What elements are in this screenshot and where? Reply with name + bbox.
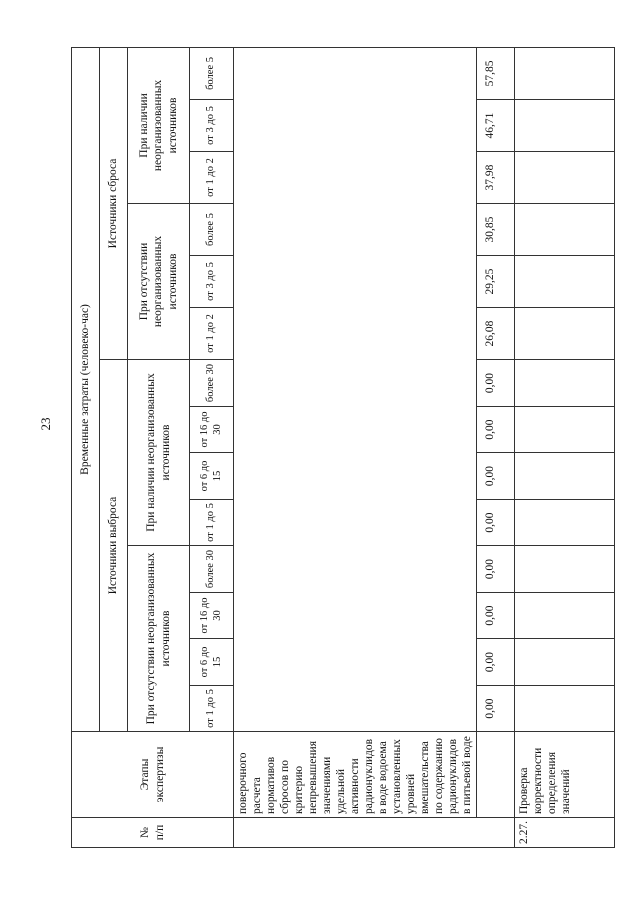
header-emission-absent: При отсутствии неорганизованных источников <box>128 546 190 732</box>
range-header: от 1 до 5 <box>190 686 234 732</box>
header-time-costs: Временные затраты (человеко-час) <box>72 47 100 731</box>
header-discharge-present: При наличии неорганизованных источников <box>128 47 190 203</box>
range-header: от 6 до 15 <box>190 639 234 686</box>
value-cell: 26,08 <box>477 308 515 360</box>
value-cell <box>515 639 615 686</box>
value-cell <box>515 256 615 308</box>
row-stage: Проверка корректности определения значений <box>515 732 615 818</box>
range-header: от 6 до 15 <box>190 453 234 500</box>
value-cell <box>515 546 615 593</box>
row-stage-cont <box>477 732 515 818</box>
range-header: более 30 <box>190 546 234 593</box>
value-cell: 29,25 <box>477 256 515 308</box>
value-cell: 0,00 <box>477 360 515 407</box>
range-header: от 3 до 5 <box>190 100 234 152</box>
table-row <box>515 47 615 847</box>
empty-cell <box>234 47 477 731</box>
header-emission-sources: Источники выброса <box>100 360 128 732</box>
range-header: от 1 до 2 <box>190 152 234 204</box>
range-header: от 16 до 30 <box>190 593 234 639</box>
header-emission-present: При наличии неорганизованных источников <box>128 360 190 546</box>
header-stages: Этапы экспертизы <box>72 732 234 818</box>
range-header: более 5 <box>190 204 234 256</box>
value-cell: 37,98 <box>477 152 515 204</box>
rotated-table-container <box>71 48 573 848</box>
value-cell <box>515 100 615 152</box>
range-header: более 30 <box>190 360 234 407</box>
value-cell: 0,00 <box>477 500 515 546</box>
value-cell <box>515 407 615 453</box>
value-cell: 0,00 <box>477 593 515 639</box>
value-cell: 0,00 <box>477 546 515 593</box>
value-cell: 0,00 <box>477 407 515 453</box>
value-cell <box>515 308 615 360</box>
table-row <box>234 47 477 847</box>
value-cell <box>515 360 615 407</box>
row-num: 2.27. <box>515 818 615 848</box>
header-discharge-absent: При отсутствии неорганизованных источников <box>128 204 190 360</box>
value-cell <box>515 500 615 546</box>
header-num: № п/п <box>72 818 234 848</box>
range-header: от 3 до 5 <box>190 256 234 308</box>
value-cell <box>515 47 615 99</box>
range-header: более 5 <box>190 47 234 99</box>
value-cell: 0,00 <box>477 453 515 500</box>
time-costs-table <box>71 47 615 848</box>
value-cell: 57,85 <box>477 47 515 99</box>
row-num <box>234 818 515 848</box>
value-cell <box>515 204 615 256</box>
row-stage: поверочного расчета нормативов сбросов по критерию непревышения значениями удельной активности радионуклидов в воде водоема установленных уровней вмешательства по содержанию радионуклидов в питьевой воде <box>234 732 477 818</box>
range-header: от 16 до 30 <box>190 407 234 453</box>
value-cell <box>515 152 615 204</box>
range-header: от 1 до 5 <box>190 500 234 546</box>
header-discharge-sources: Источники сброса <box>100 47 128 359</box>
value-cell: 46,71 <box>477 100 515 152</box>
value-cell: 0,00 <box>477 686 515 732</box>
page-number: 23 <box>38 417 53 431</box>
table-row <box>477 47 515 847</box>
range-header: от 1 до 2 <box>190 308 234 360</box>
value-cell: 30,85 <box>477 204 515 256</box>
value-cell <box>515 453 615 500</box>
value-cell: 0,00 <box>477 639 515 686</box>
value-cell <box>515 593 615 639</box>
value-cell <box>515 686 615 732</box>
